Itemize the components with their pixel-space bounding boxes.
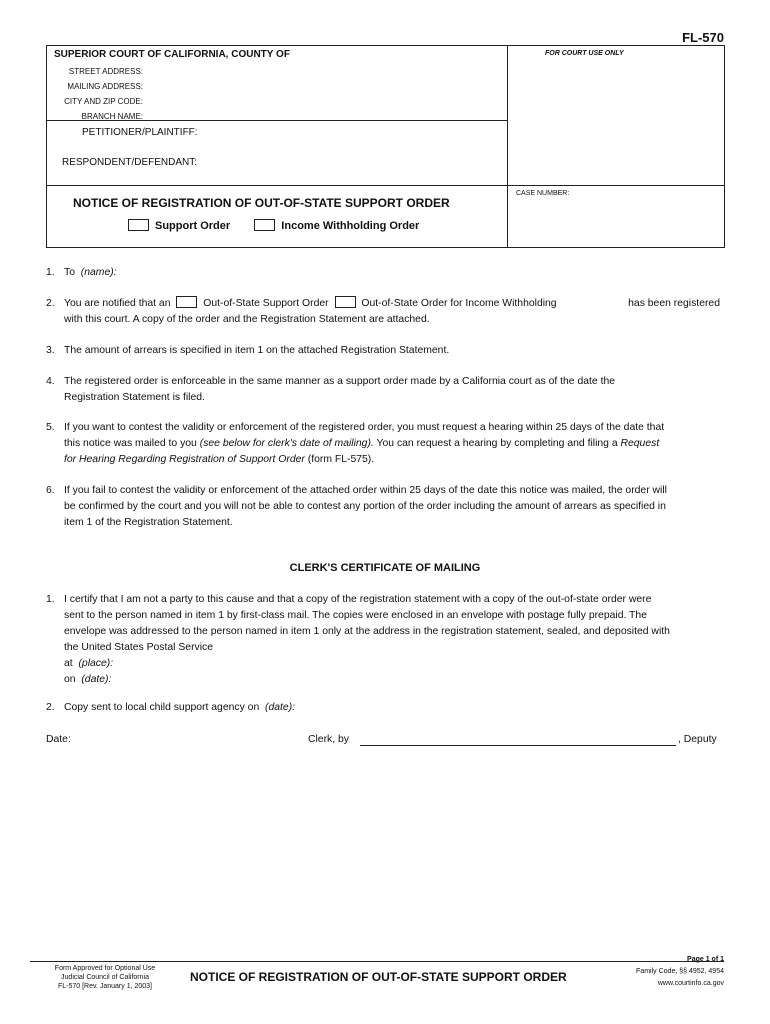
- certificate-text-c: envelope was addressed to the person named in item 1 only at the address in the registration statement, sealed, and deposited with: [64, 626, 670, 637]
- item-6-text-b: be confirmed by the court and you will not be able to contest any portion of the order including the amount of arrears as specified in: [64, 501, 666, 512]
- out-of-state-support-checkbox[interactable]: [176, 296, 197, 308]
- at-label: at: [64, 658, 73, 669]
- deputy-label: , Deputy: [678, 734, 717, 745]
- footer-council: Judicial Council of California: [61, 974, 149, 981]
- item-number: 3.: [46, 345, 55, 356]
- footer-approved: Form Approved for Optional Use: [54, 965, 156, 972]
- court-heading: SUPERIOR COURT OF CALIFORNIA, COUNTY OF: [54, 49, 290, 60]
- item-6-text-c: item 1 of the Registration Statement.: [64, 517, 233, 528]
- certificate-heading: CLERK'S CERTIFICATE OF MAILING: [289, 562, 481, 574]
- place-field[interactable]: (place):: [78, 658, 114, 669]
- order-type-row: [128, 219, 419, 232]
- item-5-text-b2: (see below for clerk's date of mailing).: [199, 438, 374, 449]
- petitioner-label: PETITIONER/PLAINTIFF:: [82, 127, 198, 138]
- parties-bottom-border: [46, 185, 725, 186]
- item-4: [46, 374, 726, 406]
- item-number: 5.: [46, 422, 55, 433]
- mailing-address-label: MAILING ADDRESS:: [67, 82, 143, 91]
- item-5-text-b1: this notice was mailed to you: [64, 438, 197, 449]
- form-title: NOTICE OF REGISTRATION OF OUT-OF-STATE SUPPORT ORDER: [73, 196, 450, 210]
- item-3: [46, 343, 726, 359]
- income-withholding-checkbox[interactable]: [254, 219, 275, 231]
- item-5-text-a: If you want to contest the validity or enforcement of the registered order, you must request a hearing within 25 days of the date that: [64, 422, 665, 433]
- caption-bottom-border: [46, 247, 725, 248]
- clerk-by-label: Clerk, by: [308, 734, 349, 745]
- item-number: 2.: [46, 298, 55, 309]
- caption-right-border: [724, 45, 725, 247]
- income-withholding-order-label: Out-of-State Order for Income Withholding: [361, 298, 557, 309]
- city-zip-label: CITY AND ZIP CODE:: [64, 97, 143, 106]
- item-4-text-a: The registered order is enforceable in the same manner as a support order made by a California court as of the date the: [64, 376, 616, 387]
- item-5-text-b3: You can request a hearing by completing and filing a: [376, 438, 618, 449]
- support-order-checkbox[interactable]: [128, 219, 149, 231]
- respondent-label: RESPONDENT/DEFENDANT:: [62, 157, 198, 168]
- item-2: [46, 296, 726, 328]
- date-label: Date:: [46, 734, 71, 745]
- out-of-state-support-label: Out-of-State Support Order: [203, 298, 329, 309]
- item-1-text: To: [64, 267, 75, 278]
- certificate-item-1: [46, 592, 726, 688]
- item-5-text-b4: Request: [620, 438, 660, 449]
- footer-page: Page 1 of 1: [687, 956, 724, 963]
- item-number: 6.: [46, 485, 55, 496]
- item-number: 4.: [46, 376, 55, 387]
- certificate-text-b: sent to the person named in item 1 by first-class mail. The copies were enclosed in an envelope with postage fully prepaid. The: [64, 610, 647, 621]
- caption-divider: [507, 45, 508, 247]
- form-number: FL-570: [682, 30, 724, 45]
- footer-title: NOTICE OF REGISTRATION OF OUT-OF-STATE SUPPORT ORDER: [190, 970, 567, 984]
- item-3-text: The amount of arrears is specified in item 1 on the attached Registration Statement.: [64, 345, 450, 356]
- item-5: [46, 420, 726, 468]
- footer-code: Family Code, §§ 4952, 4954: [636, 968, 724, 975]
- footer-left: [30, 964, 180, 991]
- certificate-item-2: [46, 700, 726, 716]
- item-number: 1.: [46, 594, 55, 605]
- income-withholding-label: Income Withholding Order: [281, 220, 420, 232]
- on-label: on: [64, 674, 76, 685]
- agency-date-field[interactable]: (date):: [265, 702, 296, 713]
- case-number-label: CASE NUMBER:: [516, 190, 570, 197]
- caption-top-border: [46, 45, 725, 46]
- certificate-item-2-text: Copy sent to local child support agency on: [64, 702, 260, 713]
- item-2-text-c: with this court. A copy of the order and the Registration Statement are attached.: [64, 314, 430, 325]
- certificate-text-a: I certify that I am not a party to this cause and that a copy of the registration statement with a copy of the out-of-state order were: [64, 594, 652, 605]
- item-5-text-c2: (form FL-575).: [307, 454, 375, 465]
- item-2-text-b: has been registered: [628, 298, 720, 309]
- item-2-text-a: You are notified that an: [64, 298, 171, 309]
- item-5-text-c1: for Hearing Regarding Registration of Support Order: [64, 454, 305, 465]
- item-1: [46, 265, 726, 281]
- item-number: 2.: [46, 702, 55, 713]
- item-4-text-b: Registration Statement is filed.: [64, 392, 205, 403]
- item-6: [46, 483, 726, 531]
- support-order-label: Support Order: [155, 220, 231, 232]
- certificate-text-d: the United States Postal Service: [64, 642, 214, 653]
- footer-rule: [30, 961, 724, 962]
- footer-rev: FL-570 [Rev. January 1, 2003]: [57, 983, 153, 990]
- branch-name-label: BRANCH NAME:: [81, 112, 143, 121]
- street-address-label: STREET ADDRESS:: [68, 67, 143, 76]
- item-number: 1.: [46, 267, 55, 278]
- footer-url: www.courtinfo.ca.gov: [657, 980, 724, 987]
- clerk-signature-line[interactable]: [360, 745, 676, 746]
- item-6-text-a: If you fail to contest the validity or enforcement of the attached order within 25 days of the date this notice was mailed, the order will: [64, 485, 667, 496]
- footer-right: [636, 954, 724, 990]
- item-1-name-field[interactable]: (name):: [80, 267, 117, 278]
- mailing-date-field[interactable]: (date):: [81, 674, 112, 685]
- for-court-use-label: FOR COURT USE ONLY: [545, 50, 624, 57]
- income-withholding-order-checkbox[interactable]: [335, 296, 356, 308]
